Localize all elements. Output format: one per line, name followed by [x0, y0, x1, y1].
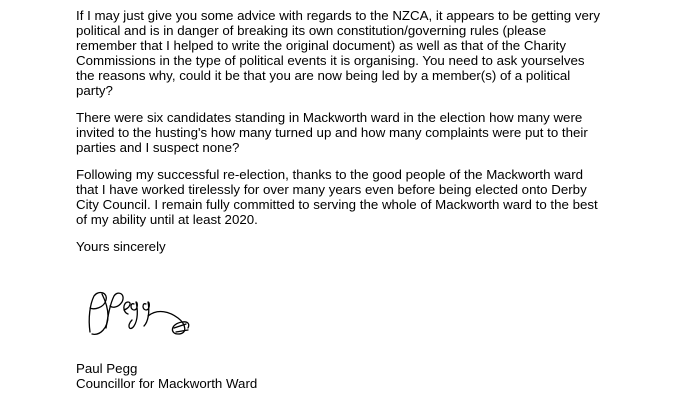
signer-title: Councillor for Mackworth Ward — [76, 376, 258, 391]
text-line: If I may just give you some advice with regards to the NZCA, it appears to be getting very — [76, 8, 600, 23]
text-line: Following my successful re-election, thanks to the good people of the Mackworth ward — [76, 167, 584, 182]
closing-salutation: Yours sincerely — [76, 239, 166, 254]
letter-body — [76, 8, 656, 254]
text-line: City Council. I remain fully committed to serving the whole of Mackworth ward to the best — [76, 197, 598, 212]
text-line: Commissions in the type of political events it is organising. You need to ask yourselves — [76, 53, 585, 68]
paragraph-candidates — [76, 110, 656, 155]
text-line: party? — [76, 83, 113, 98]
paragraph-nzca-advice — [76, 8, 656, 98]
signer-block — [76, 361, 257, 391]
paragraph-re-election — [76, 167, 656, 227]
text-line: the reasons why, could it be that you are now being led by a member(s) of a political — [76, 68, 571, 83]
signer-name: Paul Pegg — [76, 361, 138, 376]
text-line: that I have worked tirelessly for over many years even before being elected onto Derby — [76, 182, 587, 197]
text-line: of my ability until at least 2020. — [76, 212, 258, 227]
text-line: political and is in danger of breaking its own constitution/governing rules (please — [76, 23, 547, 38]
text-line: remember that I helped to write the original document) as well as that of the Charity — [76, 38, 567, 53]
text-line: There were six candidates standing in Mackworth ward in the election how many were — [76, 110, 583, 125]
text-line: parties and I suspect none? — [76, 140, 240, 155]
handwritten-signature — [78, 288, 198, 340]
text-line: invited to the husting's how many turned up and how many complaints were put to their — [76, 125, 588, 140]
